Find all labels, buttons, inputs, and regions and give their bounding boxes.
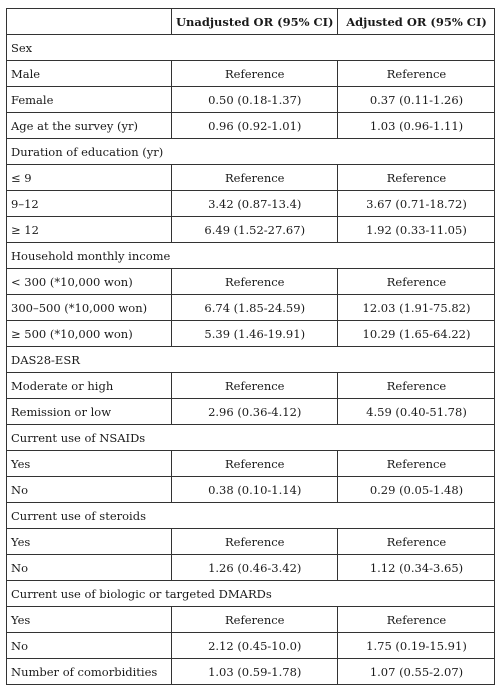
row-label: Number of comorbidities — [7, 659, 172, 685]
row-label: ≥ 500 (*10,000 won) — [7, 321, 172, 347]
table-row — [7, 191, 495, 217]
odds-ratio-table-container — [6, 8, 495, 685]
adjusted-or-cell: 10.29 (1.65-64.22) — [338, 321, 495, 347]
adjusted-or-cell: Reference — [338, 61, 495, 87]
adjusted-or-cell: 12.03 (1.91-75.82) — [338, 295, 495, 321]
section-label: DAS28-ESR — [7, 347, 495, 373]
adjusted-or-cell: 1.12 (0.34-3.65) — [338, 555, 495, 581]
unadjusted-or-cell: Reference — [172, 607, 338, 633]
table-row — [7, 321, 495, 347]
table-row — [7, 451, 495, 477]
unadjusted-or-cell: Reference — [172, 165, 338, 191]
row-label: Yes — [7, 529, 172, 555]
row-label: 9–12 — [7, 191, 172, 217]
table-row — [7, 165, 495, 191]
adjusted-or-cell: 1.92 (0.33-11.05) — [338, 217, 495, 243]
unadjusted-or-cell: 0.38 (0.10-1.14) — [172, 477, 338, 503]
unadjusted-or-cell: Reference — [172, 529, 338, 555]
table-row — [7, 529, 495, 555]
row-label: ≤ 9 — [7, 165, 172, 191]
unadjusted-or-cell: Reference — [172, 451, 338, 477]
table-section-row — [7, 347, 495, 373]
table-section-row — [7, 243, 495, 269]
row-label: Female — [7, 87, 172, 113]
unadjusted-or-cell: 1.26 (0.46-3.42) — [172, 555, 338, 581]
row-label: 300–500 (*10,000 won) — [7, 295, 172, 321]
table-section-row — [7, 35, 495, 61]
unadjusted-or-cell: Reference — [172, 269, 338, 295]
table-section-row — [7, 503, 495, 529]
table-body — [7, 35, 495, 685]
row-label: Yes — [7, 451, 172, 477]
header-variable — [7, 9, 172, 35]
header-adjusted-or: Adjusted OR (95% CI) — [338, 9, 495, 35]
adjusted-or-cell: Reference — [338, 373, 495, 399]
adjusted-or-cell: 0.29 (0.05-1.48) — [338, 477, 495, 503]
unadjusted-or-cell: Reference — [172, 373, 338, 399]
table-row — [7, 61, 495, 87]
odds-ratio-table — [6, 8, 495, 685]
table-row — [7, 477, 495, 503]
table-section-row — [7, 581, 495, 607]
row-label: No — [7, 477, 172, 503]
adjusted-or-cell: Reference — [338, 269, 495, 295]
adjusted-or-cell: Reference — [338, 529, 495, 555]
unadjusted-or-cell: 3.42 (0.87-13.4) — [172, 191, 338, 217]
adjusted-or-cell: 1.03 (0.96-1.11) — [338, 113, 495, 139]
adjusted-or-cell: 4.59 (0.40-51.78) — [338, 399, 495, 425]
table-row — [7, 87, 495, 113]
row-label: Moderate or high — [7, 373, 172, 399]
header-unadjusted-or: Unadjusted OR (95% CI) — [172, 9, 338, 35]
section-label: Household monthly income — [7, 243, 495, 269]
adjusted-or-cell: 1.75 (0.19-15.91) — [338, 633, 495, 659]
table-row — [7, 633, 495, 659]
table-row — [7, 607, 495, 633]
section-label: Current use of biologic or targeted DMARDs — [7, 581, 495, 607]
row-label: Remission or low — [7, 399, 172, 425]
row-label: ≥ 12 — [7, 217, 172, 243]
adjusted-or-cell: 3.67 (0.71-18.72) — [338, 191, 495, 217]
row-label: < 300 (*10,000 won) — [7, 269, 172, 295]
adjusted-or-cell: 0.37 (0.11-1.26) — [338, 87, 495, 113]
table-section-row — [7, 139, 495, 165]
section-label: Current use of steroids — [7, 503, 495, 529]
unadjusted-or-cell: 6.49 (1.52-27.67) — [172, 217, 338, 243]
adjusted-or-cell: 1.07 (0.55-2.07) — [338, 659, 495, 685]
unadjusted-or-cell: 2.96 (0.36-4.12) — [172, 399, 338, 425]
table-header-row — [7, 9, 495, 35]
row-label: No — [7, 633, 172, 659]
unadjusted-or-cell: 6.74 (1.85-24.59) — [172, 295, 338, 321]
table-row — [7, 217, 495, 243]
adjusted-or-cell: Reference — [338, 607, 495, 633]
unadjusted-or-cell: 5.39 (1.46-19.91) — [172, 321, 338, 347]
table-row — [7, 373, 495, 399]
table-row — [7, 555, 495, 581]
table-row — [7, 659, 495, 685]
unadjusted-or-cell: Reference — [172, 61, 338, 87]
unadjusted-or-cell: 1.03 (0.59-1.78) — [172, 659, 338, 685]
section-label: Current use of NSAIDs — [7, 425, 495, 451]
unadjusted-or-cell: 0.50 (0.18-1.37) — [172, 87, 338, 113]
row-label: Age at the survey (yr) — [7, 113, 172, 139]
adjusted-or-cell: Reference — [338, 451, 495, 477]
table-row — [7, 399, 495, 425]
table-row — [7, 113, 495, 139]
section-label: Sex — [7, 35, 495, 61]
unadjusted-or-cell: 2.12 (0.45-10.0) — [172, 633, 338, 659]
row-label: No — [7, 555, 172, 581]
adjusted-or-cell: Reference — [338, 165, 495, 191]
table-row — [7, 295, 495, 321]
row-label: Yes — [7, 607, 172, 633]
unadjusted-or-cell: 0.96 (0.92-1.01) — [172, 113, 338, 139]
table-section-row — [7, 425, 495, 451]
row-label: Male — [7, 61, 172, 87]
table-row — [7, 269, 495, 295]
section-label: Duration of education (yr) — [7, 139, 495, 165]
